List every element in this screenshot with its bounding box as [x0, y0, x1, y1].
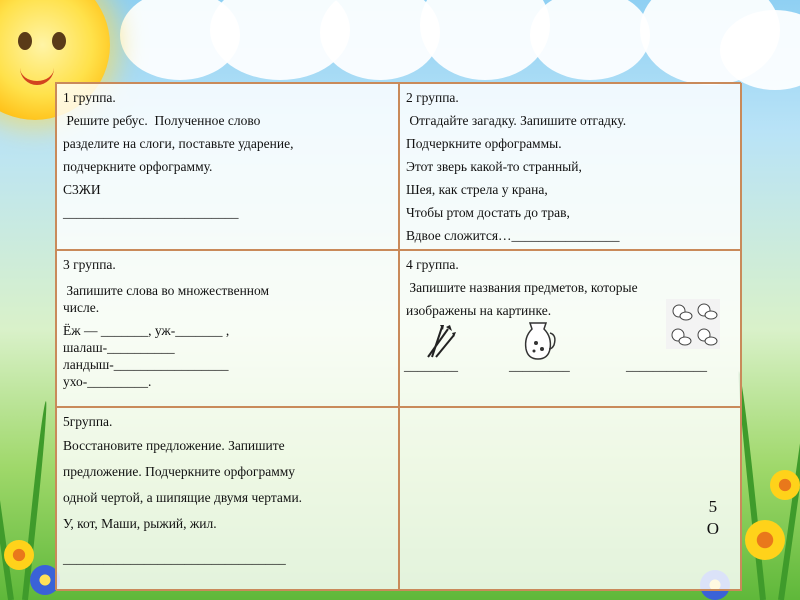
flower-icon: [745, 520, 785, 560]
kittens-icon: [666, 299, 720, 349]
group4-cell: [399, 250, 742, 407]
empty-cell: [399, 407, 742, 591]
group1-line: Решите ребус. Полученное слово: [63, 113, 261, 128]
sun-mouth: [20, 65, 54, 85]
group5-line: одной чертой, а шипящие двумя чертами.: [63, 490, 303, 505]
group3-line: числе.: [63, 300, 100, 315]
exercise-line: шалаш-__________: [63, 340, 175, 355]
group5-cell: [56, 407, 399, 591]
exercise-line: Ёж — _______, уж-_______ ,: [63, 323, 230, 338]
riddle-line: Этот зверь какой-то странный,: [406, 159, 582, 174]
group4-title: 4 группа.: [406, 257, 459, 272]
flower-icon: [770, 470, 800, 500]
grass-blade: [778, 322, 800, 600]
group2-cell: [399, 83, 742, 250]
exercise-line: ухо-_________.: [63, 374, 152, 389]
answer-blank: ________: [404, 358, 458, 373]
group1-answer-blank: __________________________: [63, 205, 239, 220]
answer-blank: _________: [509, 358, 570, 373]
riddle-line: Вдвое сложится…________________: [406, 228, 620, 243]
riddle-line: Чтобы ртом достать до трав,: [406, 205, 570, 220]
exercise-line: ландыш-_________________: [63, 357, 229, 372]
group5-title: 5группа.: [63, 414, 113, 429]
riddle-line: Шея, как стрела у крана,: [406, 182, 548, 197]
group1-line: разделите на слоги, поставьте ударение,: [63, 136, 294, 151]
group5-answer-blank: _________________________________: [63, 551, 286, 566]
group2-line: Подчеркните орфограммы.: [406, 136, 562, 151]
rebus-text: С3ЖИ: [63, 182, 101, 197]
group2-title: 2 группа.: [406, 90, 459, 105]
sentence-words: У, кот, Маши, рыжий, жил.: [63, 516, 217, 531]
group3-line: Запишите слова во множественном: [63, 283, 270, 298]
sun-eye: [52, 32, 66, 50]
corner-mark: [707, 496, 719, 540]
group1-line: подчеркните орфограмму.: [63, 159, 213, 174]
corner-letter: О: [706, 519, 719, 538]
cloud: [530, 0, 650, 80]
corner-number: 5: [708, 497, 718, 516]
group4-line: Запишите названия предметов, которые: [406, 280, 638, 295]
worksheet-table: [55, 82, 741, 590]
sun-eye: [18, 32, 32, 50]
group4-line: изображены на картинке.: [406, 303, 552, 318]
answer-blank: ____________: [626, 358, 707, 373]
group1-title: 1 группа.: [63, 90, 116, 105]
group3-title: 3 группа.: [63, 257, 116, 272]
group3-cell: [56, 250, 399, 407]
group1-cell: [56, 83, 399, 250]
group2-line: Отгадайте загадку. Запишите отгадку.: [406, 113, 627, 128]
group5-line: Восстановите предложение. Запишите: [63, 438, 285, 453]
flower-icon: [4, 540, 34, 570]
group5-line: предложение. Подчеркните орфограмму: [63, 464, 296, 479]
